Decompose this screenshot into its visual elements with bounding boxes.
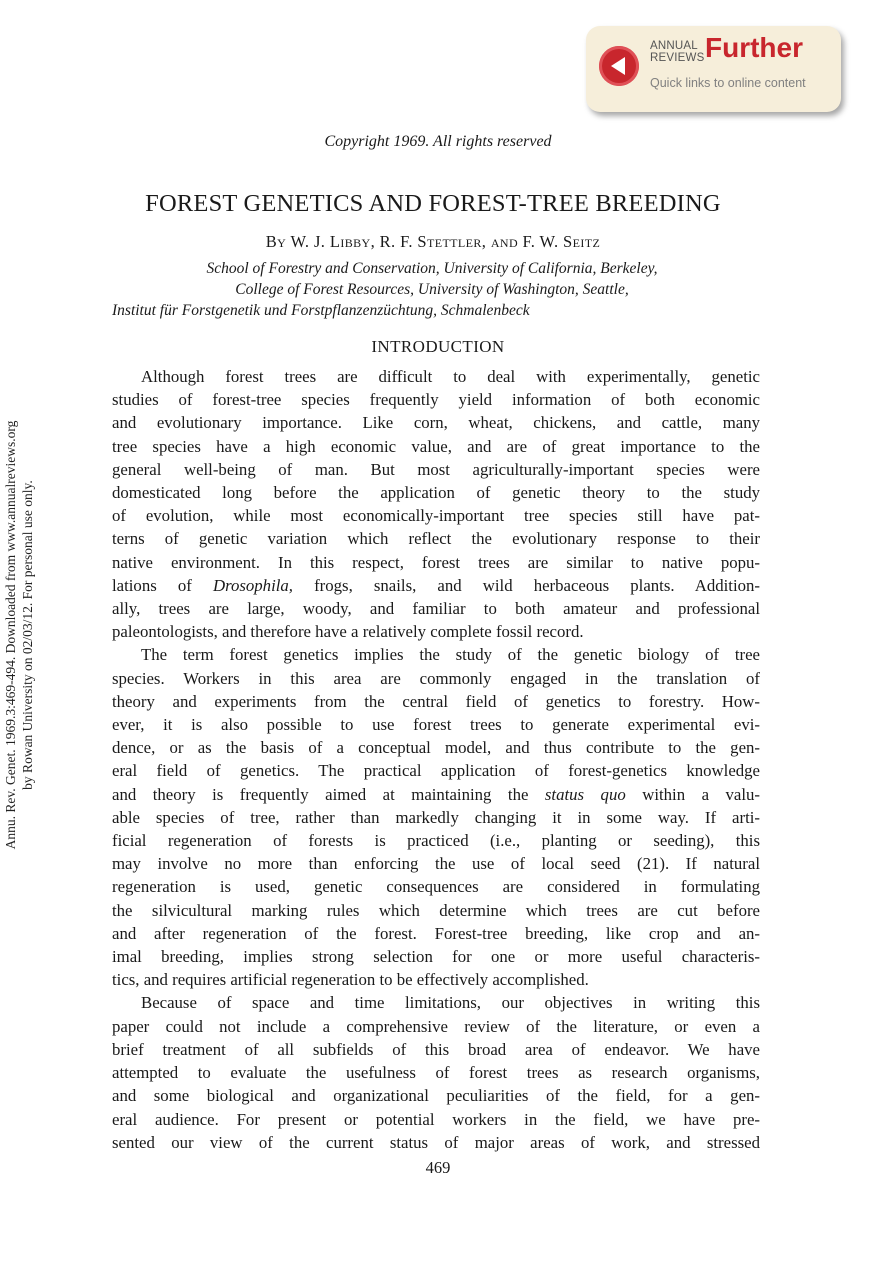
triangle-left-icon bbox=[599, 46, 639, 86]
text-line: Because of space and time limitations, our objectives in writing this bbox=[141, 993, 760, 1013]
text-line: sented our view of the current status of major areas of work, and stressed bbox=[112, 1132, 760, 1152]
affiliation-washington: College of Forest Resources, University of Washington, Seattle, bbox=[235, 281, 629, 298]
article-title: FOREST GENETICS AND FOREST-TREE BREEDING bbox=[145, 190, 721, 217]
text-line: Although forest trees are difficult to deal with experimentally, genetic bbox=[141, 367, 760, 386]
section-heading: INTRODUCTION bbox=[371, 337, 505, 356]
text-run: and theory is frequently aimed at maintaining the bbox=[112, 784, 545, 804]
text-line: able species of tree, rather than markedly changing it in some way. If arti- bbox=[112, 807, 760, 827]
paragraph-2 bbox=[112, 643, 760, 991]
text-line: tree species have a high economic value, and are of great importance to the bbox=[112, 436, 760, 456]
text-line: and evolutionary importance. Like corn, wheat, chickens, and cattle, many bbox=[112, 413, 760, 433]
affiliations bbox=[112, 258, 752, 321]
further-links-badge[interactable] bbox=[586, 26, 841, 112]
text-line: may involve no more than enforcing the use of local seed (21). If natural bbox=[112, 854, 760, 874]
text-line: domesticated long before the application of genetic theory to the study bbox=[112, 483, 760, 503]
play-back-icon[interactable] bbox=[599, 46, 639, 86]
further-subtitle: Quick links to online content bbox=[650, 76, 806, 90]
affiliation-berkeley: School of Forestry and Conservation, University of California, Berkeley, bbox=[206, 260, 658, 277]
text-line: dence, or as the basis of a conceptual model, and thus contribute to the gen- bbox=[112, 738, 760, 758]
text-run: within a valu- bbox=[625, 784, 760, 804]
text-line: brief treatment of all subfields of this broad area of endeavor. We have bbox=[112, 1039, 760, 1059]
text-line: native environment. In this respect, forest trees are similar to native popu- bbox=[112, 552, 760, 572]
paragraph-1 bbox=[112, 365, 760, 643]
text-line: ally, trees are large, woody, and familiar to both amateur and professional bbox=[112, 599, 760, 619]
paragraph-3 bbox=[112, 991, 760, 1153]
text-line: ficial regeneration of forests is practiced (i.e., planting or seeding), this bbox=[112, 831, 760, 851]
text-line bbox=[112, 574, 760, 597]
text-line: eral audience. For present or potential workers in the field, we have pre- bbox=[112, 1109, 760, 1129]
copyright-notice: Copyright 1969. All rights reserved bbox=[324, 133, 552, 150]
text-line: studies of forest-tree species frequently yield information of both economic bbox=[112, 390, 760, 410]
text-line: regeneration is used, genetic consequences are considered in formulating bbox=[112, 877, 760, 897]
article-body bbox=[112, 365, 760, 1154]
latin-phrase: status quo bbox=[544, 784, 626, 804]
text-line: theory and experiments from the central field of genetics to forestry. How- bbox=[112, 691, 760, 711]
text-line: paper could not include a comprehensive review of the literature, or even a bbox=[112, 1016, 760, 1036]
text-line: terns of genetic variation which reflect the evolutionary response to their bbox=[112, 529, 760, 549]
text-line: and some biological and organizational peculiarities of the field, for a gen- bbox=[112, 1086, 760, 1106]
further-wordmark: Further bbox=[705, 32, 803, 63]
text-line: The term forest genetics implies the study of the genetic biology of tree bbox=[141, 645, 760, 665]
text-line: of evolution, while most economically-important tree species still have pat- bbox=[112, 506, 760, 526]
logo-annual: ANNUAL bbox=[650, 40, 698, 52]
affiliation-schmalenbeck: Institut für Forstgenetik und Forstpflanzenzüchtung, Schmalenbeck bbox=[112, 302, 530, 319]
text-run: lations of bbox=[112, 575, 213, 595]
page-number: 469 bbox=[425, 1158, 451, 1177]
annual-reviews-logo bbox=[650, 40, 704, 64]
download-note-line-1: Annu. Rev. Genet. 1969.3:469-494. Downloaded from www.annualreviews.org bbox=[3, 420, 18, 850]
species-name: Drosophila, bbox=[212, 575, 293, 595]
text-line: paleontologists, and therefore have a relatively complete fossil record. bbox=[112, 622, 584, 642]
text-line: species. Workers in this area are commonly engaged in the translation of bbox=[112, 668, 760, 688]
text-line: imal breeding, implies strong selection for one or more useful characteris- bbox=[112, 947, 760, 967]
author-line: By W. J. Libby, R. F. Stettler, and F. W. Seitz bbox=[265, 232, 601, 251]
download-note bbox=[2, 370, 44, 900]
text-line: the silvicultural marking rules which determine which trees are cut before bbox=[112, 900, 760, 920]
text-line: ever, it is also possible to use forest trees to generate experimental evi- bbox=[112, 715, 760, 735]
text-line: attempted to evaluate the usefulness of forest trees as research organisms, bbox=[112, 1063, 760, 1083]
text-line: eral field of genetics. The practical application of forest-genetics knowledge bbox=[112, 761, 760, 781]
text-line: and after regeneration of the forest. Forest-tree breeding, like crop and an- bbox=[112, 923, 760, 943]
text-line bbox=[112, 783, 760, 806]
download-note-line-2: by Rowan University on 02/03/12. For personal use only. bbox=[20, 480, 35, 790]
text-line: tics, and requires artificial regeneration to be effectively accomplished. bbox=[112, 970, 589, 990]
text-run: frogs, snails, and wild herbaceous plants. Addition- bbox=[292, 575, 760, 595]
logo-reviews: REVIEWS bbox=[650, 52, 705, 64]
text-line: general well-being of man. But most agriculturally-important species were bbox=[112, 459, 760, 479]
